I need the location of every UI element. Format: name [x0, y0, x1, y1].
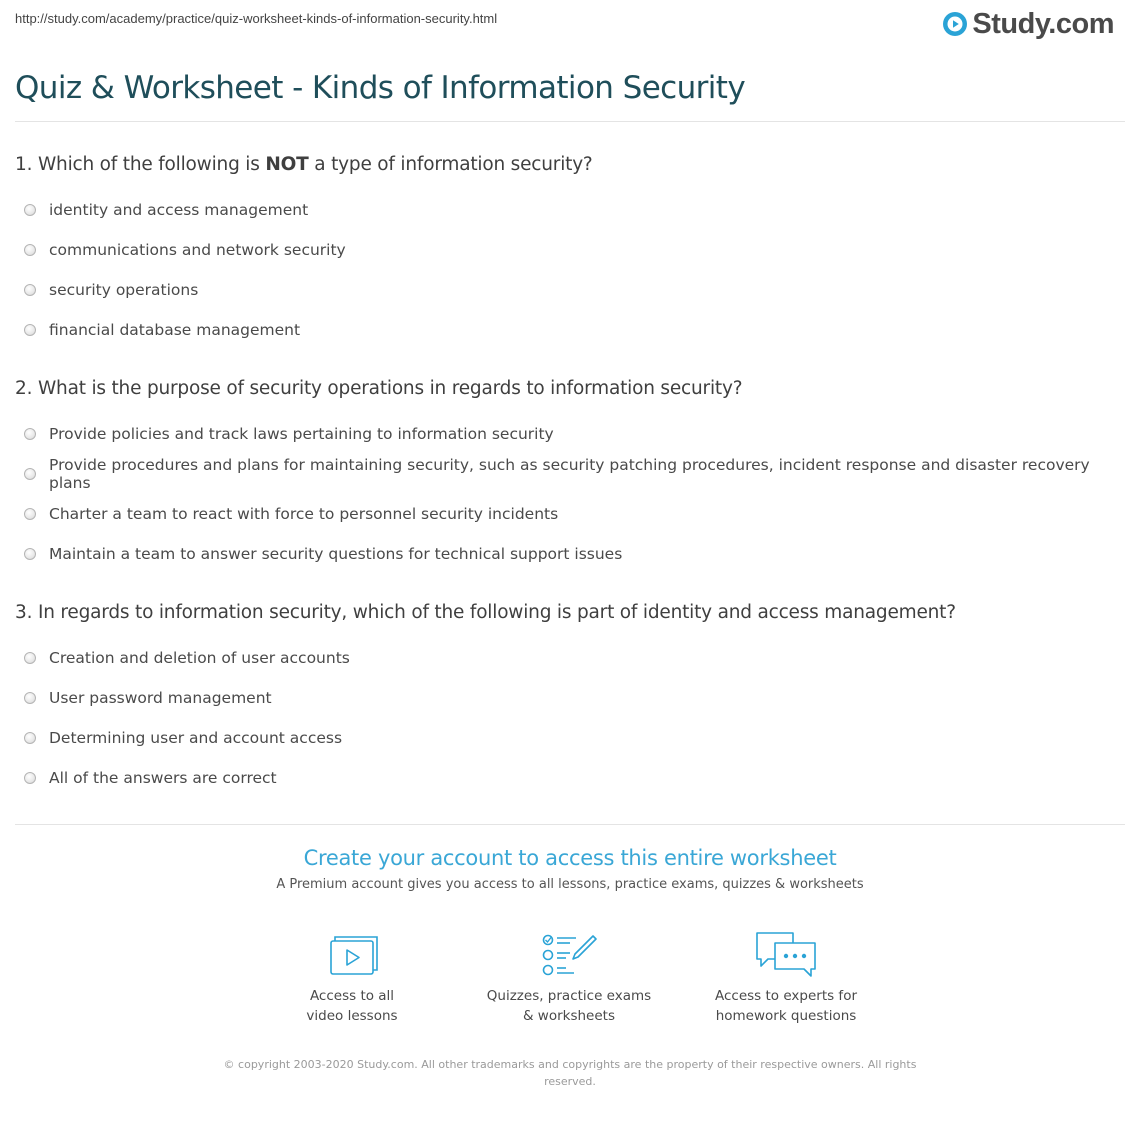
answer-option[interactable] — [15, 718, 1125, 758]
radio-button[interactable] — [24, 692, 36, 704]
study-logo[interactable] — [942, 6, 1114, 42]
copyright-notice: © copyright 2003-2020 Study.com. All other trademarks and copyrights are the property of their respective owners. All rights reserved. — [223, 1058, 917, 1088]
page-url: http://study.com/academy/practice/quiz-worksheet-kinds-of-information-security.html — [15, 11, 498, 26]
video-lesson-icon — [326, 932, 378, 978]
answer-label: All of the answers are correct — [49, 769, 277, 787]
answer-label: User password management — [49, 689, 272, 707]
answer-list — [15, 638, 1125, 798]
question-3-title: 3. In regards to information security, which of the following is part of identity and access management? — [15, 602, 956, 623]
radio-button[interactable] — [24, 324, 36, 336]
question-3 — [15, 602, 1125, 798]
study-logo-icon — [942, 11, 968, 37]
radio-button[interactable] — [24, 468, 36, 480]
answer-label: financial database management — [49, 321, 301, 339]
answer-label: Charter a team to react with force to personnel security incidents — [49, 505, 559, 523]
answer-option[interactable] — [15, 270, 1125, 310]
radio-button[interactable] — [24, 772, 36, 784]
answer-option[interactable] — [15, 494, 1125, 534]
page-title: Quiz & Worksheet - Kinds of Information Security — [15, 70, 746, 106]
answer-option[interactable] — [15, 310, 1125, 350]
answer-option[interactable] — [15, 230, 1125, 270]
answer-label: communications and network security — [49, 241, 346, 259]
answer-option[interactable] — [15, 190, 1125, 230]
radio-button[interactable] — [24, 244, 36, 256]
radio-button[interactable] — [24, 732, 36, 744]
feature-label: Quizzes, practice exams & worksheets — [486, 988, 652, 1024]
answer-list — [15, 190, 1125, 350]
question-1 — [15, 154, 1125, 350]
answer-label: Provide procedures and plans for maintaining security, such as security patching procedures, incident response and disaster recovery plans — [49, 456, 1090, 492]
answer-option[interactable] — [15, 758, 1125, 798]
answer-label: identity and access management — [49, 201, 309, 219]
radio-button[interactable] — [24, 508, 36, 520]
radio-button[interactable] — [24, 284, 36, 296]
answer-option[interactable] — [15, 534, 1125, 574]
quiz-checklist-icon — [540, 932, 598, 978]
cta-divider — [15, 824, 1125, 825]
radio-button[interactable] — [24, 652, 36, 664]
radio-button[interactable] — [24, 204, 36, 216]
title-divider — [15, 121, 1125, 122]
answer-label: Provide policies and track laws pertaining to information security — [49, 425, 554, 443]
answer-option[interactable] — [15, 678, 1125, 718]
answer-label: security operations — [49, 281, 199, 299]
premium-cta — [0, 846, 1140, 892]
answer-label: Creation and deletion of user accounts — [49, 649, 350, 667]
create-account-link[interactable]: Create your account to access this entire worksheet — [303, 846, 837, 870]
answer-list — [15, 414, 1125, 574]
feature-quizzes — [469, 930, 669, 1026]
answer-option[interactable] — [15, 638, 1125, 678]
feature-experts — [686, 930, 886, 1026]
chat-bubbles-icon — [754, 930, 818, 980]
question-1-title: 1. Which of the following is NOT a type of information security? — [15, 154, 593, 175]
answer-option[interactable] — [15, 414, 1125, 454]
answer-label: Determining user and account access — [49, 729, 343, 747]
answer-label: Maintain a team to answer security questions for technical support issues — [49, 545, 623, 563]
radio-button[interactable] — [24, 428, 36, 440]
feature-label: Access to experts for homework questions — [714, 988, 857, 1024]
study-logo-text: Study.com — [972, 7, 1114, 40]
answer-option[interactable] — [15, 454, 1125, 494]
cta-subtitle: A Premium account gives you access to all lessons, practice exams, quizzes & worksheets — [276, 877, 864, 892]
question-2-title: 2. What is the purpose of security operations in regards to information security? — [15, 378, 743, 399]
question-2 — [15, 378, 1125, 574]
feature-video-lessons — [252, 930, 452, 1026]
feature-label: Access to all video lessons — [306, 988, 398, 1024]
radio-button[interactable] — [24, 548, 36, 560]
